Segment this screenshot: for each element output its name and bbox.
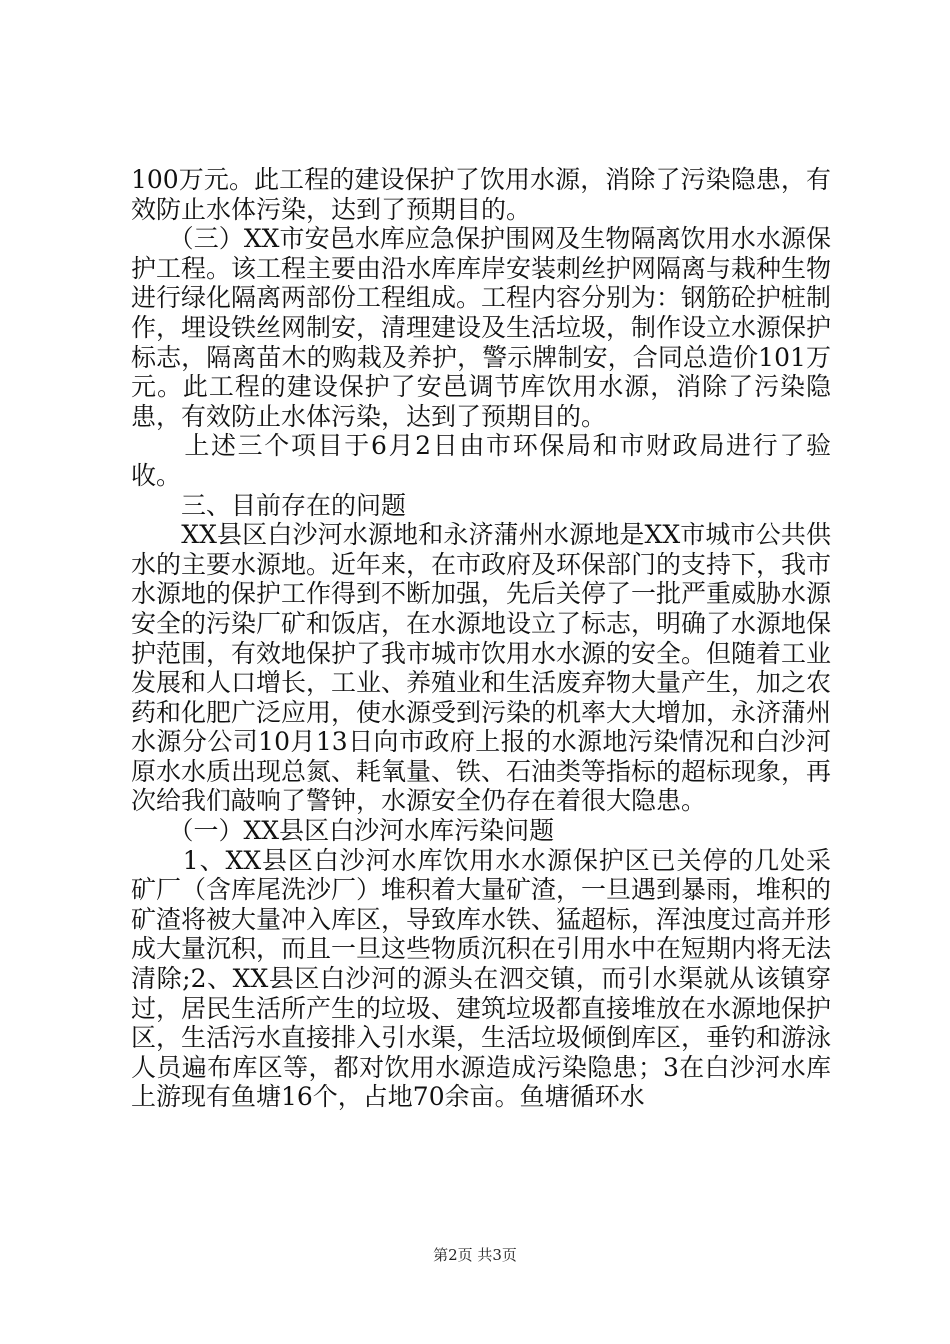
body-text	[131, 165, 831, 1112]
page-footer: 第2页 共3页	[433, 1246, 517, 1264]
paragraph: 1、XX县区白沙河水库饮用水水源保护区已关停的几处采矿厂（含库尾洗沙厂）堆积着大量矿渣，一旦遇到暴雨，堆积的矿渣将被大量冲入库区，导致库水铁、猛超标，浑浊度过高并形成大量沉积，而且一旦这些物质沉积在引用水中在短期内将无法清除;2、XX县区白沙河的源头在泗交镇，而引水渠就从该镇穿过，居民生活所产生的垃圾、建筑垃圾都直接堆放在水源地保护区，生活污水直接排入引水渠，生活垃圾倾倒库区，垂钓和游泳人员遍布库区等，都对饮用水源造成污染隐患；3在白沙河水库上游现有鱼塘16个，占地70余亩。鱼塘循环水	[131, 845, 832, 1112]
subsection-heading: （一）XX县区白沙河水库污染问题	[131, 816, 555, 846]
paragraph: XX县区白沙河水源地和永济蒲州水源地是XX市城市公共供水的主要水源地。近年来，在市政府及环保部门的支持下，我市水源地的保护工作得到不断加强，先后关停了一批严重威胁水源安全的污染厂矿和饭店，在水源地设立了标志，明确了水源地保护范围，有效地保护了我市城市饮用水水源的安全。但随着工业发展和人口增长，工业、养殖业和生活废弃物大量产生，加之农药和化肥广泛应用，使水源受到污染的机率大大增加，永济蒲州水源分公司10月13日向市政府上报的水源地污染情况和白沙河原水水质出现总氮、耗氧量、铁、石油类等指标的超标现象，再次给我们敲响了警钟，水源安全仍存在着很大隐患。	[131, 520, 832, 816]
paragraph: 上述三个项目于6月2日由市环保局和市财政局进行了验收。	[131, 431, 831, 490]
paragraph: 100万元。此工程的建设保护了饮用水源，消除了污染隐患，有效防止水体污染，达到了预期目的。	[131, 165, 831, 224]
section-heading: 三、目前存在的问题	[131, 490, 407, 520]
paragraph: （三）XX市安邑水库应急保护围网及生物隔离饮用水水源保护工程。该工程主要由沿水库库岸安装刺丝护网隔离与栽种生物进行绿化隔离两部份工程组成。工程内容分别为：钢筋砼护桩制作，埋设铁丝网制安，清理建设及生活垃圾，制作设立水源保护标志，隔离苗木的购栽及养护，警示牌制安，合同总造价101万元。此工程的建设保护了安邑调节库饮用水源，消除了污染隐患，有效防止水体污染，达到了预期目的。	[131, 224, 832, 431]
